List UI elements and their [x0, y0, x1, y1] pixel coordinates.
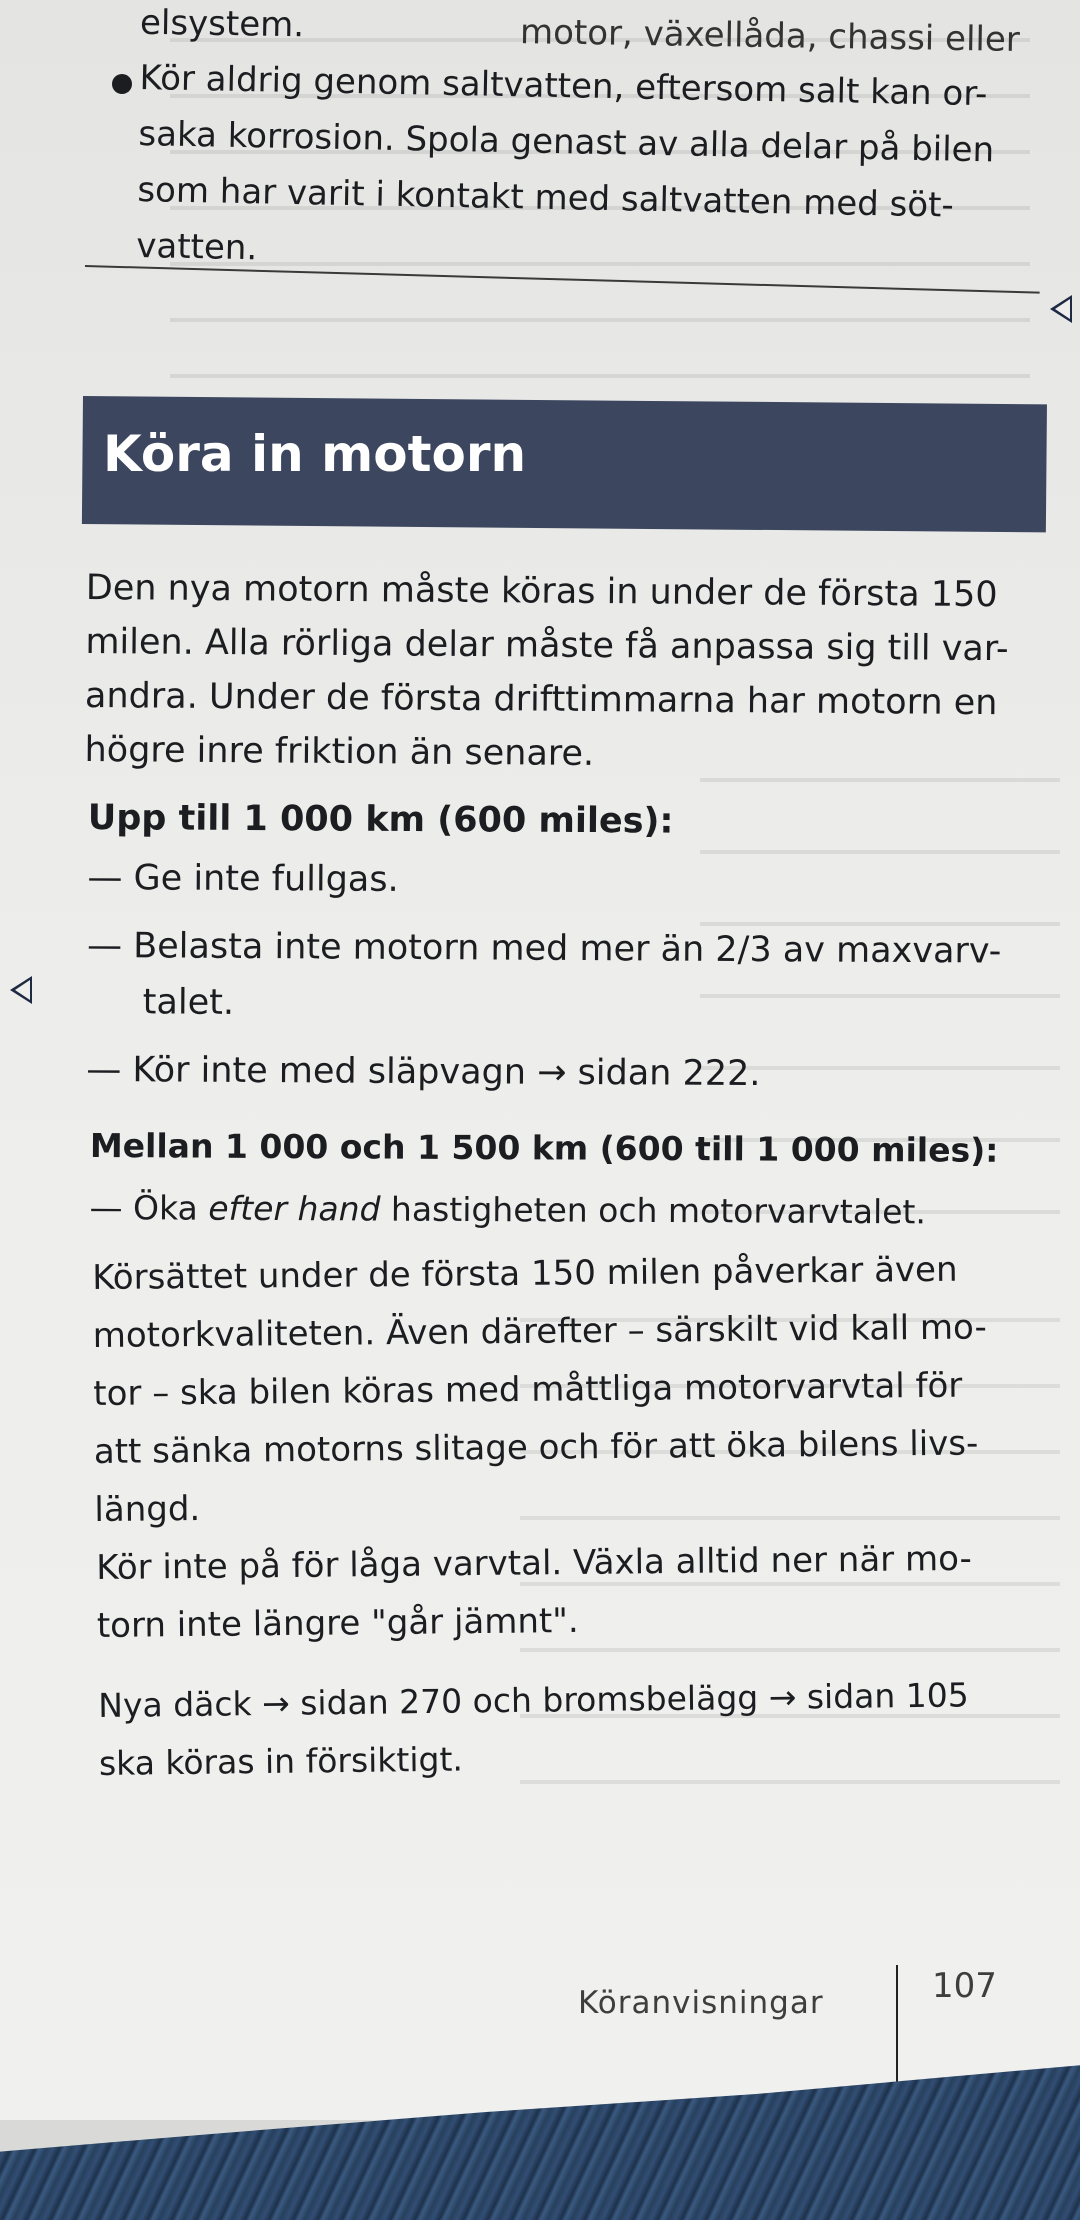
- top-fragment-right: motor, växellåda, chassi eller: [519, 12, 1021, 60]
- paragraph-line: längd.: [94, 1488, 201, 1530]
- intro-line: Den nya motorn måste köras in under de första 150: [85, 567, 998, 616]
- chapter-label: Köranvisningar: [578, 1985, 824, 2021]
- up-to-item: — Ge inte fullgas.: [87, 857, 399, 900]
- continuation-marker-inner: [15, 980, 30, 1000]
- up-to-item: — Kör inte med släpvagn → sidan 222.: [86, 1049, 761, 1095]
- up-to-heading: Upp till 1 000 km (600 miles):: [87, 797, 674, 842]
- between-heading: Mellan 1 000 och 1 500 km (600 till 1 000 miles):: [89, 1126, 999, 1170]
- warning-line: Kör aldrig genom saltvatten, eftersom salt kan or-: [139, 57, 988, 115]
- paragraph-line: motorkvaliteten. Även därefter – särskilt vid kall mo-: [92, 1307, 987, 1356]
- between-item-suffix: hastigheten och motorvarvtalet.: [380, 1189, 927, 1232]
- between-item-prefix: — Öka: [89, 1187, 209, 1228]
- up-to-item: — Belasta inte motorn med mer än 2/3 av maxvarv-: [86, 925, 1002, 972]
- paragraph-line: Kör inte på för låga varvtal. Växla alltid ner när mo-: [96, 1538, 973, 1588]
- up-to-item-continuation: talet.: [142, 982, 235, 1023]
- end-of-section-marker-inner: [1055, 299, 1070, 319]
- intro-line: andra. Under de första drifttimmarna har motorn en: [84, 675, 998, 724]
- top-fragment-left: elsystem.: [139, 2, 305, 46]
- bullet-dot: [112, 74, 132, 94]
- between-item: [89, 1186, 926, 1234]
- paragraph-line: Körsättet under de första 150 milen påverkar även: [92, 1249, 958, 1298]
- section-title: Köra in motorn: [103, 425, 527, 483]
- paragraph-line: torn inte längre "går jämnt".: [96, 1600, 579, 1646]
- page-number: 107: [932, 1966, 997, 2006]
- between-item-italic: efter hand: [208, 1188, 381, 1229]
- warning-line: som har varit i kontakt med saltvatten med söt-: [137, 169, 955, 226]
- warning-line: saka korrosion. Spola genast av alla delar på bilen: [138, 113, 995, 171]
- paragraph-line: att sänka motorns slitage och för att öka bilens livs-: [93, 1423, 979, 1472]
- warning-line: vatten.: [135, 225, 258, 269]
- paragraph-line: tor – ska bilen köras med måttliga motorvarvtal för: [93, 1365, 963, 1414]
- intro-line: högre inre friktion än senare.: [84, 729, 595, 774]
- intro-line: milen. Alla rörliga delar måste få anpassa sig till var-: [85, 621, 1009, 670]
- paragraph-line: ska köras in försiktigt.: [98, 1739, 464, 1783]
- paragraph-line: Nya däck → sidan 270 och bromsbelägg → sidan 105: [98, 1675, 969, 1725]
